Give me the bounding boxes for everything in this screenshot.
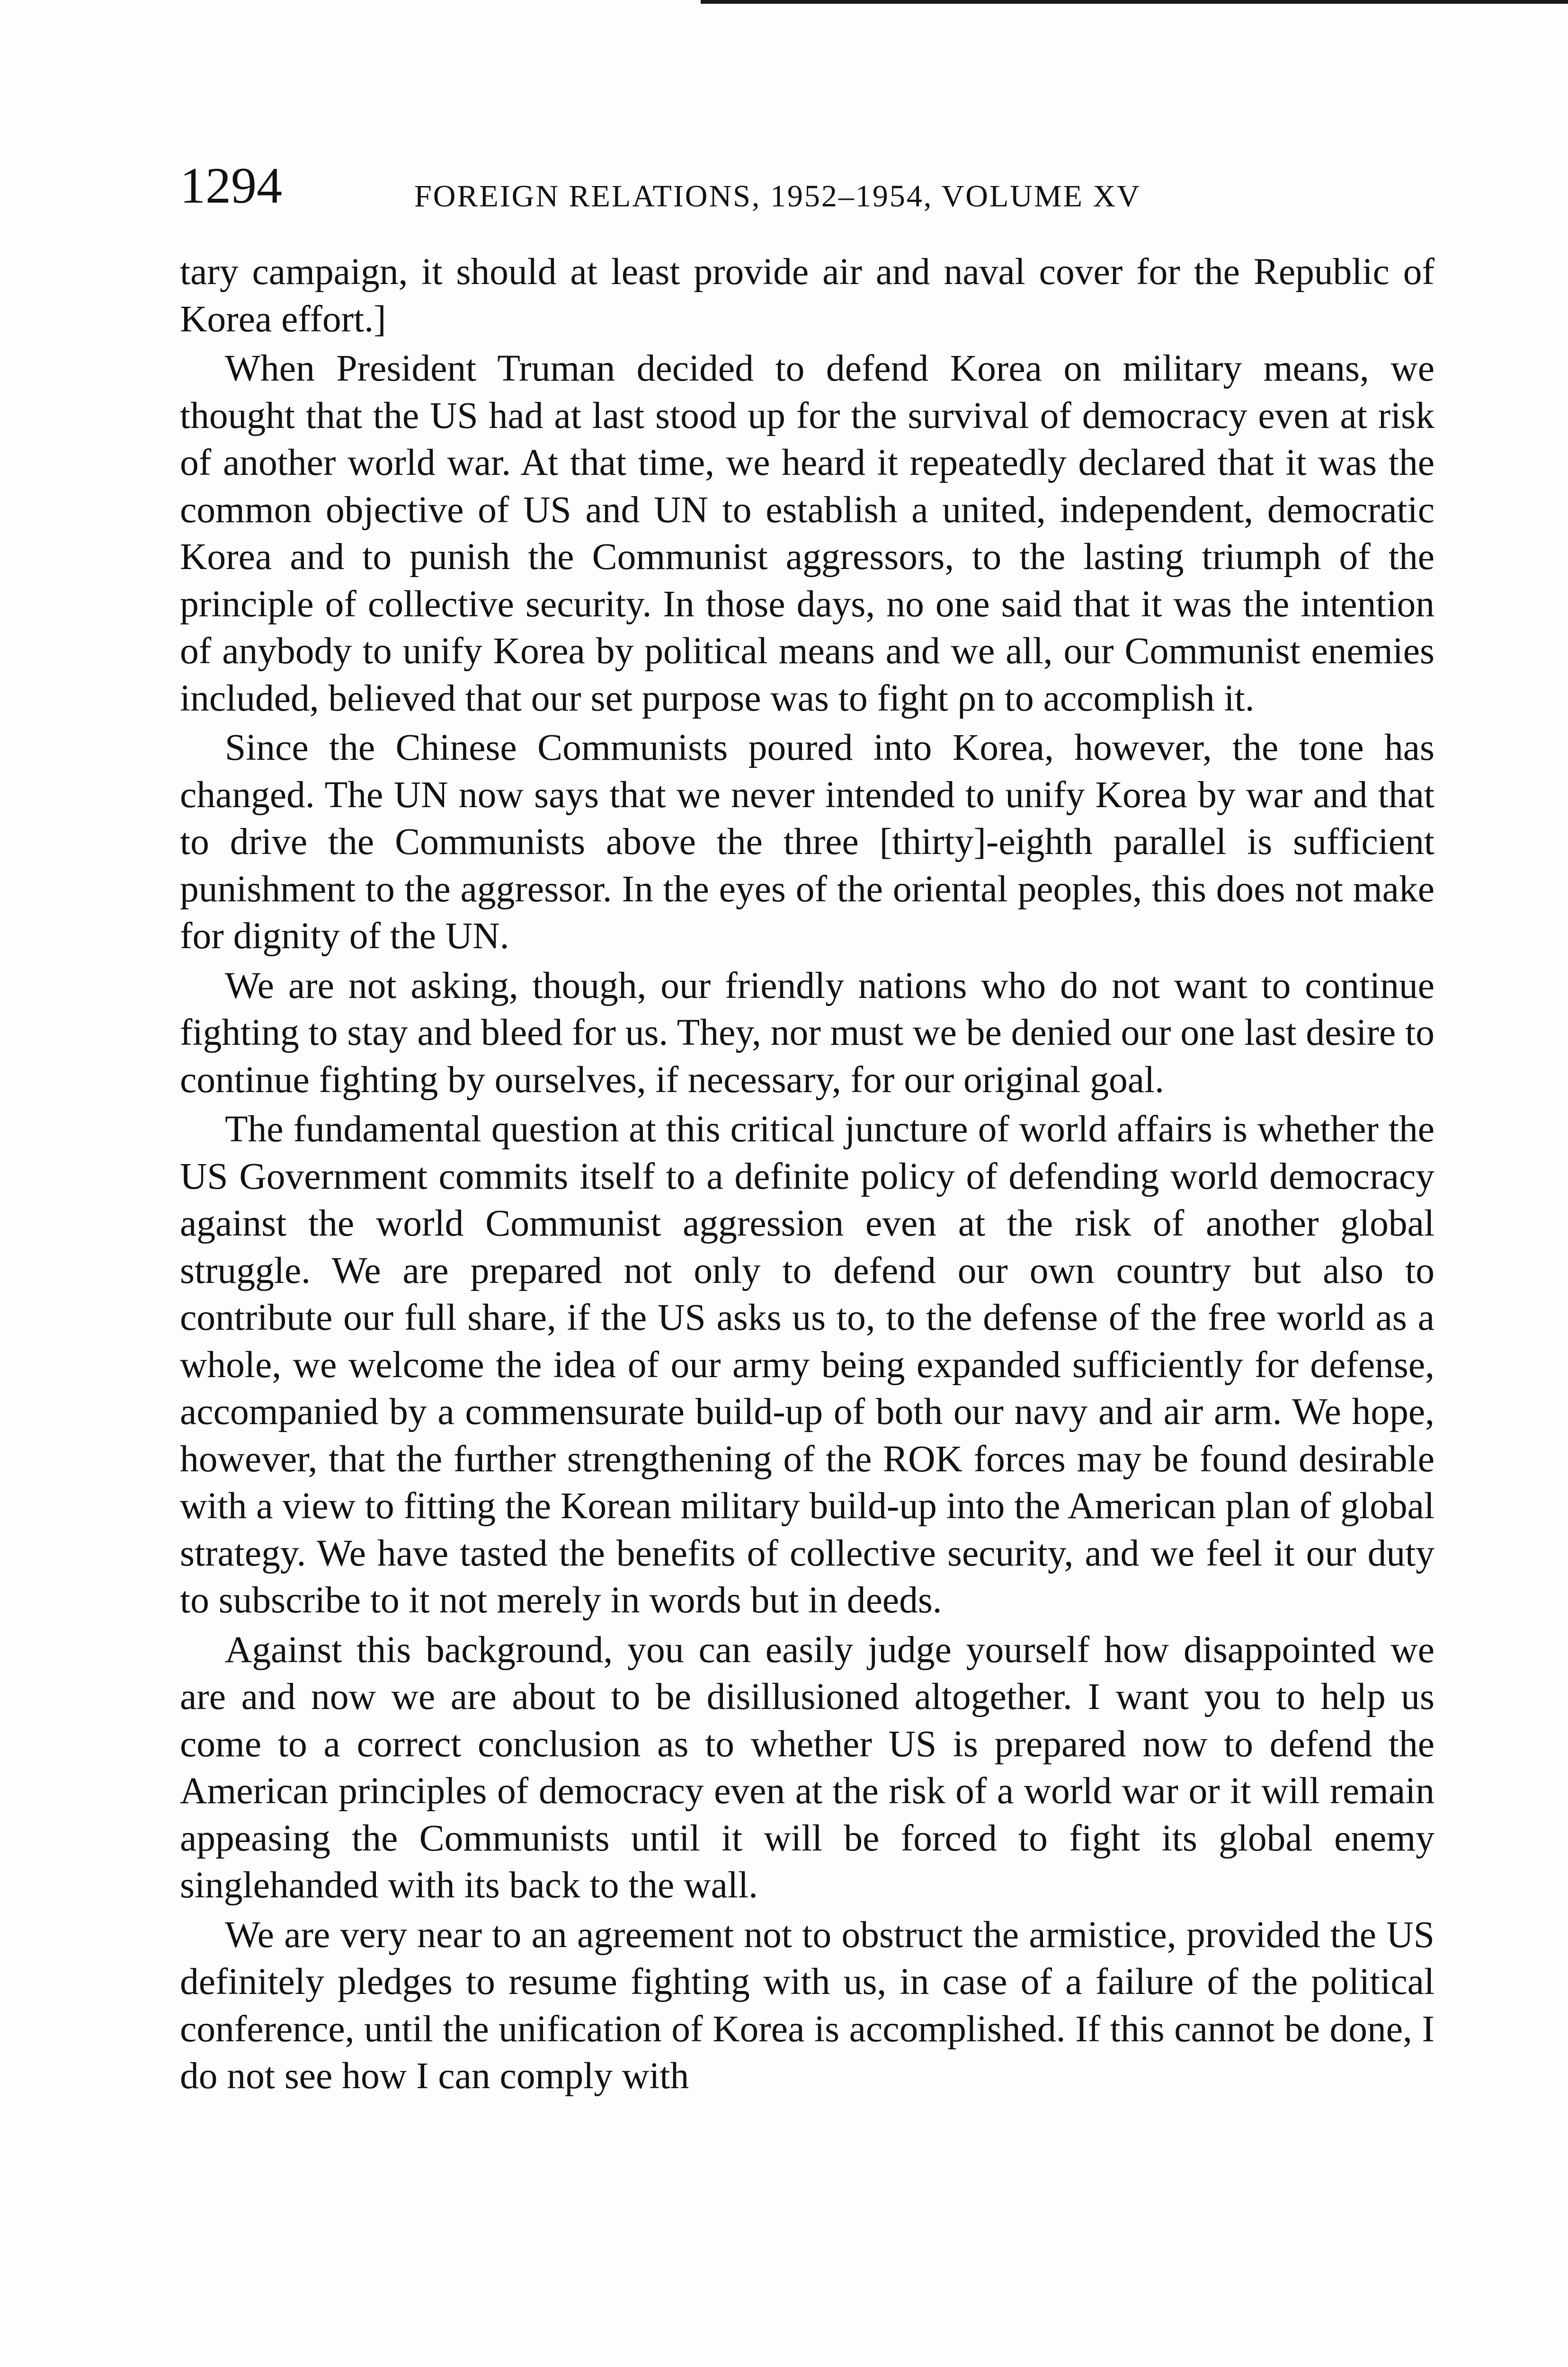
paragraph: The fundamental question at this critical juncture of world affairs is whether the US Government commits itself to a definite policy of defending world democracy against the world Communist aggression even at the risk of another global struggle. We are prepared not only to defend our own country but also to contribute our full share, if the US asks us to, to the defense of the free world as a whole, we welcome the idea of our army being expanded sufficiently for defense, accompanied by a commensurate build-up of both our navy and air arm. We hope, however, that the further strengthening of the ROK forces may be found desirable with a view to fitting the Korean military build-up into the American plan of global strategy. We have tasted the benefits of collective security, and we feel it our duty to subscribe to it not merely in words but in deeds. (180, 1108, 1434, 1621)
paragraph-continued: tary campaign, it should at least provide air and naval cover for the Republic of Korea effort.] (180, 251, 1434, 340)
paragraph: Since the Chinese Communists poured into Korea, however, the tone has changed. The UN now says that we never intended to unify Korea by war and that to drive the Communists above the three [thirty]-eighth parallel is sufficient punishment to the aggressor. In the eyes of the oriental peoples, this does not make for dignity of the UN. (180, 727, 1434, 957)
body-text (180, 249, 1434, 2102)
paragraph: When President Truman decided to defend Korea on military means, we thought that the US had at last stood up for the survival of democracy even at risk of another world war. At that time, we heard it repeatedly declared that it was the common objective of US and UN to establish a united, independent, democratic Korea and to punish the Communist aggressors, to the lasting triumph of the principle of collective security. In those days, no one said that it was the intention of anybody to unify Korea by political means and we all, our Communist enemies included, believed that our set purpose was to fight ρn to accomplish it. (180, 347, 1434, 719)
paragraph: We are very near to an agreement not to obstruct the armistice, provided the US definitely pledges to resume fighting with us, in case of a failure of the political conference, until the unification of Korea is accomplished. If this cannot be done, I do not see how I can comply with (180, 1913, 1434, 2097)
running-title: FOREIGN RELATIONS, 1952–1954, VOLUME XV (414, 179, 1141, 214)
page-header (180, 154, 1458, 220)
top-edge-rule (701, 0, 1568, 4)
paragraph: We are not asking, though, our friendly nations who do not want to continue fighting to stay and bleed for us. They, nor must we be denied our one last desire to continue fighting by ourselves, if necessary, for our original goal. (180, 964, 1434, 1101)
page-number: 1294 (180, 158, 282, 214)
paragraph: Against this background, you can easily judge yourself how disappointed we are and now we are about to be disillusioned altogether. I want you to help us come to a correct conclusion as to whether US is prepared now to defend the American principles of democracy even at the risk of a world war or it will remain appeasing the Communists until it will be forced to fight its global enemy singlehanded with its back to the wall. (180, 1628, 1434, 1906)
